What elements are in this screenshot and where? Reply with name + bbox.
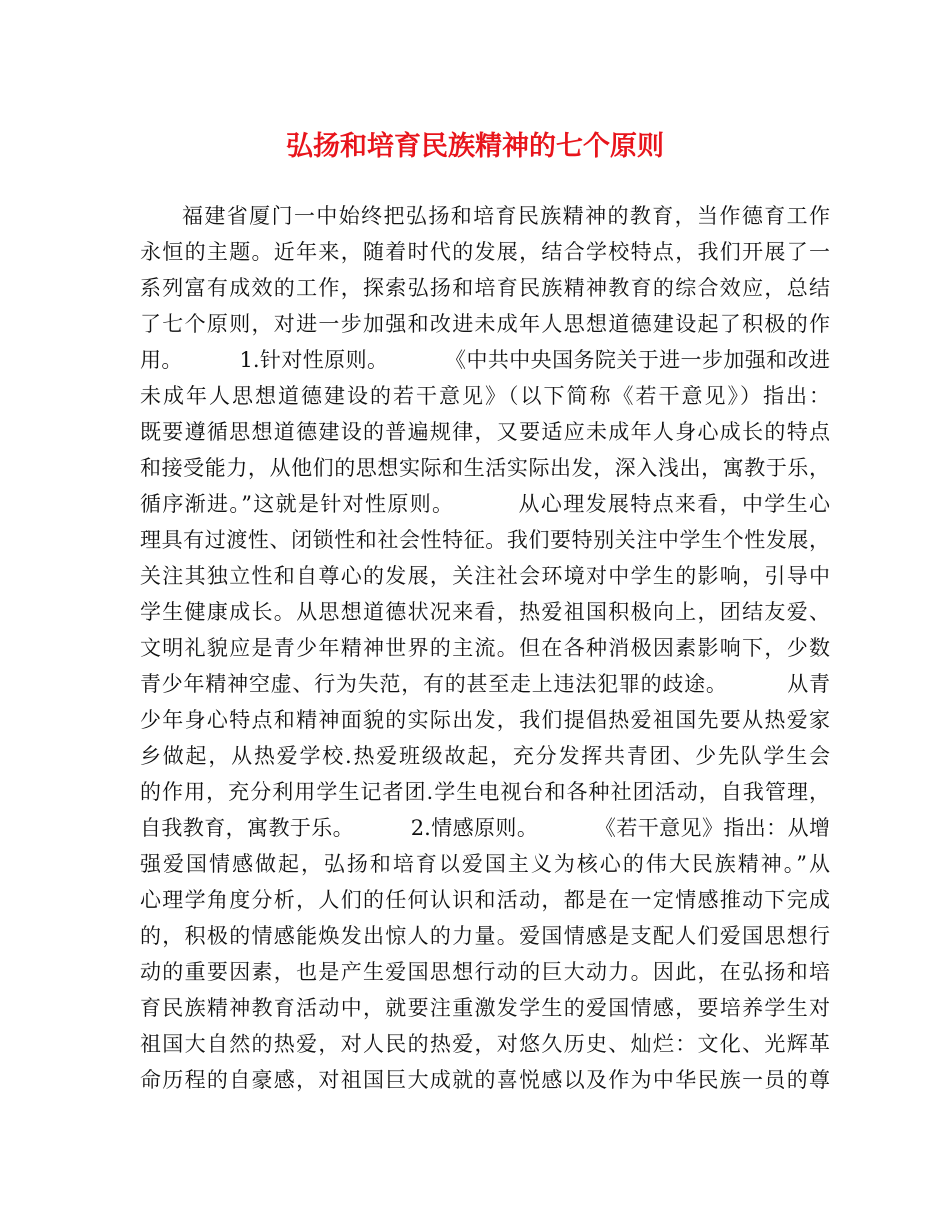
body-line: 了七个原则，对进一步加强和改进未成年人思想道德建设起了积极的作	[140, 312, 830, 336]
body-line: 的，积极的情感能焕发出惊人的力量。爱国情感是支配人们爱国思想行	[140, 924, 830, 948]
body-line: 未成年人思想道德建设的若干意见》（以下简称《若干意见》）指出：	[140, 384, 830, 408]
body-line: 育民族精神教育活动中，就要注重激发学生的爱国情感，要培养学生对	[140, 996, 830, 1020]
body-line: 学生健康成长。从思想道德状况来看，热爱祖国积极向上，团结友爱、	[140, 600, 830, 624]
body-line: 理具有过渡性、闭锁性和社会性特征。我们要特别关注中学生个性发展，	[140, 528, 830, 552]
body-line: 永恒的主题。近年来，随着时代的发展，结合学校特点，我们开展了一	[140, 240, 830, 264]
body-line: 文明礼貌应是青少年精神世界的主流。但在各种消极因素影响下，少数	[140, 636, 830, 660]
body-line: 用。 1.针对性原则。 《中共中央国务院关于进一步加强和改进	[140, 348, 830, 372]
body-line: 祖国大自然的热爱，对人民的热爱，对悠久历史、灿烂：文化、光辉革	[140, 1032, 830, 1056]
body-line: 动的重要因素，也是产生爱国思想行动的巨大动力。因此，在弘扬和培	[140, 960, 830, 984]
body-line: 命历程的自豪感，对祖国巨大成就的喜悦感以及作为中华民族一员的尊	[140, 1068, 830, 1092]
body-line: 的作用，充分利用学生记者团.学生电视台和各种社团活动，自我管理，	[140, 780, 830, 804]
body-line: 自我教育，寓教于乐。 2.情感原则。 《若干意见》指出：从增	[140, 816, 830, 840]
body-line: 青少年精神空虚、行为失范，有的甚至走上违法犯罪的歧途。 从青	[140, 672, 830, 696]
body-line: 福建省厦门一中始终把弘扬和培育民族精神的教育，当作德育工作	[182, 204, 830, 228]
body-line: 既要遵循思想道德建设的普遍规律，又要适应未成年人身心成长的特点	[140, 420, 830, 444]
body-line: 系列富有成效的工作，探索弘扬和培育民族精神教育的综合效应，总结	[140, 276, 830, 300]
document-body	[140, 198, 830, 1098]
body-line: 乡做起，从热爱学校.热爱班级故起，充分发挥共青团、少先队学生会	[140, 744, 830, 768]
document-title: 弘扬和培育民族精神的七个原则	[286, 131, 664, 162]
body-line: 强爱国情感做起，弘扬和培育以爱国主义为核心的伟大民族精神。”从	[140, 852, 830, 876]
body-line: 循序渐进。”这就是针对性原则。 从心理发展特点来看，中学生心	[140, 492, 830, 516]
body-line: 心理学角度分析，人们的任何认识和活动，都是在一定情感推动下完成	[140, 888, 830, 912]
body-line: 关注其独立性和自尊心的发展，关注社会环境对中学生的影响，引导中	[140, 564, 830, 588]
body-line: 和接受能力，从他们的思想实际和生活实际出发，深入浅出，寓教于乐，	[140, 456, 830, 480]
body-line: 少年身心特点和精神面貌的实际出发，我们提倡热爱祖国先要从热爱家	[140, 708, 830, 732]
